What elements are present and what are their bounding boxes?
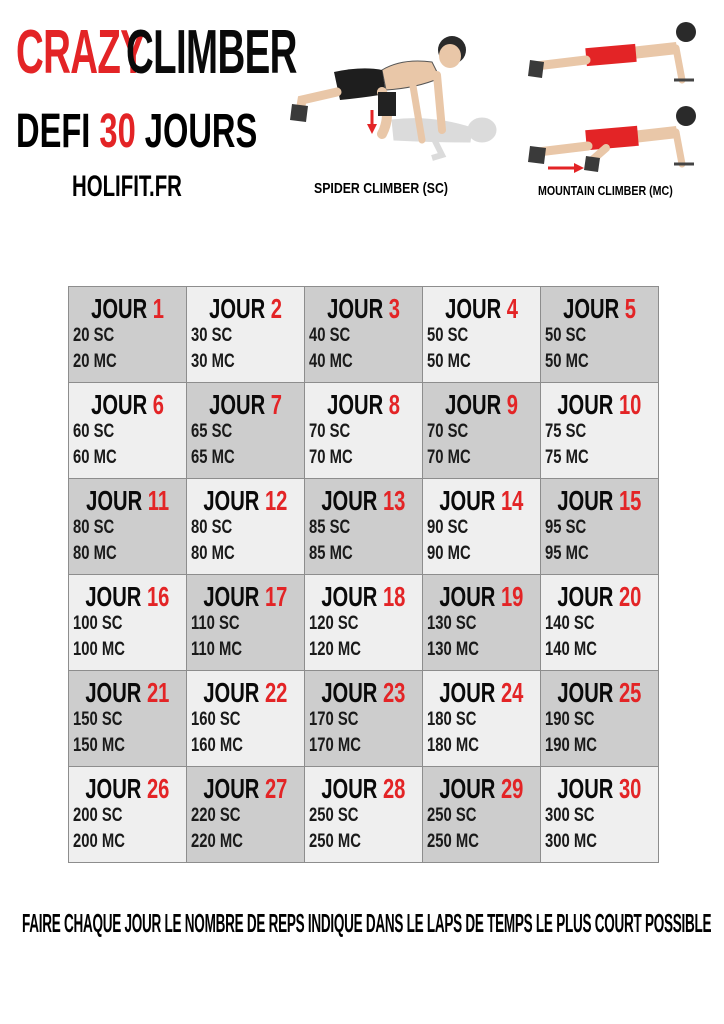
day-cell bbox=[69, 287, 187, 383]
day-cell bbox=[305, 671, 423, 767]
sc-reps: 80 SC bbox=[191, 517, 233, 538]
sc-reps: 250 SC bbox=[309, 805, 359, 826]
day-word: JOUR bbox=[557, 485, 614, 516]
day-number: 11 bbox=[147, 485, 169, 516]
day-number: 5 bbox=[624, 293, 636, 324]
day-cell bbox=[187, 383, 305, 479]
day-number: 18 bbox=[383, 581, 406, 612]
mc-reps: 50 MC bbox=[545, 351, 589, 372]
mountain-climber-caption: MOUNTAIN CLIMBER (MC) bbox=[538, 183, 673, 198]
day-word: JOUR bbox=[321, 581, 378, 612]
day-word: JOUR bbox=[86, 485, 143, 516]
day-label bbox=[69, 583, 186, 611]
mc-reps: 300 MC bbox=[545, 831, 597, 852]
day-word: JOUR bbox=[557, 677, 614, 708]
day-label bbox=[187, 583, 304, 611]
day-label bbox=[305, 391, 422, 419]
mc-reps: 20 MC bbox=[73, 351, 117, 372]
day-label bbox=[69, 391, 186, 419]
day-word: JOUR bbox=[91, 293, 148, 324]
day-cell bbox=[423, 479, 541, 575]
day-number: 7 bbox=[270, 389, 282, 420]
day-number: 29 bbox=[501, 773, 524, 804]
subtitle bbox=[16, 105, 258, 158]
mc-reps: 80 MC bbox=[191, 543, 235, 564]
day-number: 13 bbox=[383, 485, 406, 516]
day-label bbox=[541, 391, 658, 419]
day-word: JOUR bbox=[557, 773, 614, 804]
day-word: JOUR bbox=[445, 389, 502, 420]
day-word: JOUR bbox=[91, 389, 148, 420]
mc-reps: 140 MC bbox=[545, 639, 597, 660]
day-label bbox=[423, 391, 540, 419]
day-number: 25 bbox=[619, 677, 642, 708]
day-cell bbox=[423, 767, 541, 863]
mc-reps: 200 MC bbox=[73, 831, 125, 852]
day-label bbox=[187, 487, 304, 515]
mc-reps: 160 MC bbox=[191, 735, 243, 756]
day-label bbox=[305, 487, 422, 515]
day-cell bbox=[305, 479, 423, 575]
day-word: JOUR bbox=[209, 293, 266, 324]
title-climber: CLIMBER bbox=[126, 18, 297, 87]
day-cell bbox=[187, 287, 305, 383]
day-word: JOUR bbox=[439, 581, 496, 612]
day-cell bbox=[423, 287, 541, 383]
day-cell bbox=[541, 671, 659, 767]
day-label bbox=[69, 487, 186, 515]
grid-row bbox=[69, 383, 659, 479]
day-label bbox=[541, 295, 658, 323]
sc-reps: 80 SC bbox=[73, 517, 115, 538]
sc-reps: 250 SC bbox=[427, 805, 477, 826]
day-word: JOUR bbox=[327, 293, 384, 324]
day-word: JOUR bbox=[321, 773, 378, 804]
mc-reps: 70 MC bbox=[309, 447, 353, 468]
day-word: JOUR bbox=[85, 581, 142, 612]
day-word: JOUR bbox=[203, 581, 260, 612]
day-word: JOUR bbox=[557, 581, 614, 612]
day-cell bbox=[423, 383, 541, 479]
day-word: JOUR bbox=[439, 677, 496, 708]
day-label bbox=[305, 295, 422, 323]
day-number: 6 bbox=[152, 389, 164, 420]
day-label bbox=[69, 679, 186, 707]
day-label bbox=[423, 295, 540, 323]
sc-reps: 85 SC bbox=[309, 517, 351, 538]
day-label bbox=[305, 583, 422, 611]
day-label bbox=[187, 391, 304, 419]
sc-reps: 220 SC bbox=[191, 805, 241, 826]
day-cell bbox=[187, 767, 305, 863]
day-number: 21 bbox=[147, 677, 170, 708]
day-word: JOUR bbox=[557, 389, 614, 420]
day-cell bbox=[69, 479, 187, 575]
sc-reps: 120 SC bbox=[309, 613, 359, 634]
day-number: 17 bbox=[265, 581, 288, 612]
day-cell bbox=[541, 767, 659, 863]
day-number: 16 bbox=[147, 581, 170, 612]
grid-row bbox=[69, 767, 659, 863]
day-label bbox=[541, 487, 658, 515]
day-label bbox=[69, 775, 186, 803]
mc-reps: 50 MC bbox=[427, 351, 471, 372]
sc-reps: 110 SC bbox=[191, 613, 240, 634]
sc-reps: 40 SC bbox=[309, 325, 351, 346]
day-label bbox=[305, 679, 422, 707]
sc-reps: 180 SC bbox=[427, 709, 477, 730]
day-number: 2 bbox=[270, 293, 282, 324]
day-number: 3 bbox=[388, 293, 400, 324]
mc-reps: 150 MC bbox=[73, 735, 125, 756]
day-cell bbox=[187, 671, 305, 767]
mc-reps: 130 MC bbox=[427, 639, 479, 660]
day-number: 27 bbox=[265, 773, 288, 804]
day-number: 1 bbox=[152, 293, 164, 324]
sc-reps: 100 SC bbox=[73, 613, 123, 634]
grid-row bbox=[69, 479, 659, 575]
day-cell bbox=[187, 575, 305, 671]
day-number: 8 bbox=[388, 389, 400, 420]
sc-reps: 150 SC bbox=[73, 709, 123, 730]
day-label bbox=[187, 775, 304, 803]
day-number: 12 bbox=[265, 485, 288, 516]
mc-reps: 220 MC bbox=[191, 831, 243, 852]
footer-instruction: FAIRE CHAQUE JOUR LE NOMBRE DE REPS INDIQUE DANS LE LAPS DE TEMPS LE PLUS COURT POSSIBLE bbox=[22, 908, 712, 938]
sc-reps: 170 SC bbox=[309, 709, 359, 730]
grid-row bbox=[69, 671, 659, 767]
sc-reps: 70 SC bbox=[427, 421, 469, 442]
day-label bbox=[187, 295, 304, 323]
subtitle-number: 30 bbox=[99, 105, 136, 158]
sc-reps: 190 SC bbox=[545, 709, 595, 730]
day-word: JOUR bbox=[85, 677, 142, 708]
sc-reps: 140 SC bbox=[545, 613, 595, 634]
sc-reps: 75 SC bbox=[545, 421, 587, 442]
mc-reps: 70 MC bbox=[427, 447, 471, 468]
day-number: 20 bbox=[619, 581, 642, 612]
day-label bbox=[423, 679, 540, 707]
mc-reps: 80 MC bbox=[73, 543, 117, 564]
day-word: JOUR bbox=[439, 485, 496, 516]
mc-reps: 60 MC bbox=[73, 447, 117, 468]
subtitle-suffix: JOURS bbox=[144, 105, 258, 158]
day-number: 19 bbox=[501, 581, 524, 612]
sc-reps: 130 SC bbox=[427, 613, 477, 634]
grid-row bbox=[69, 575, 659, 671]
day-number: 9 bbox=[506, 389, 518, 420]
mc-reps: 90 MC bbox=[427, 543, 471, 564]
mc-reps: 190 MC bbox=[545, 735, 597, 756]
day-cell bbox=[423, 671, 541, 767]
day-cell bbox=[69, 767, 187, 863]
day-label bbox=[541, 679, 658, 707]
day-cell bbox=[305, 383, 423, 479]
grid-row bbox=[69, 287, 659, 383]
mc-reps: 75 MC bbox=[545, 447, 589, 468]
day-cell bbox=[69, 575, 187, 671]
day-cell bbox=[187, 479, 305, 575]
day-word: JOUR bbox=[321, 485, 378, 516]
day-word: JOUR bbox=[439, 773, 496, 804]
sc-reps: 50 SC bbox=[545, 325, 587, 346]
mc-reps: 65 MC bbox=[191, 447, 235, 468]
mc-reps: 30 MC bbox=[191, 351, 235, 372]
sc-reps: 60 SC bbox=[73, 421, 115, 442]
day-label bbox=[541, 583, 658, 611]
mc-reps: 120 MC bbox=[309, 639, 361, 660]
challenge-grid bbox=[68, 286, 659, 863]
mc-reps: 170 MC bbox=[309, 735, 361, 756]
day-cell bbox=[423, 575, 541, 671]
day-number: 15 bbox=[619, 485, 642, 516]
day-cell bbox=[69, 671, 187, 767]
day-word: JOUR bbox=[563, 293, 620, 324]
day-word: JOUR bbox=[85, 773, 142, 804]
mc-reps: 40 MC bbox=[309, 351, 353, 372]
subtitle-prefix: DEFI bbox=[16, 105, 91, 158]
day-cell bbox=[305, 287, 423, 383]
day-word: JOUR bbox=[203, 485, 260, 516]
sc-reps: 90 SC bbox=[427, 517, 469, 538]
day-number: 10 bbox=[619, 389, 642, 420]
mc-reps: 250 MC bbox=[427, 831, 479, 852]
day-number: 14 bbox=[501, 485, 524, 516]
mc-reps: 110 MC bbox=[191, 639, 243, 660]
sc-reps: 70 SC bbox=[309, 421, 351, 442]
day-word: JOUR bbox=[203, 773, 260, 804]
day-label bbox=[423, 583, 540, 611]
day-label bbox=[69, 295, 186, 323]
sc-reps: 200 SC bbox=[73, 805, 123, 826]
day-label bbox=[187, 679, 304, 707]
day-label bbox=[305, 775, 422, 803]
day-cell bbox=[541, 479, 659, 575]
day-cell bbox=[305, 767, 423, 863]
mc-reps: 100 MC bbox=[73, 639, 125, 660]
day-cell bbox=[305, 575, 423, 671]
sc-reps: 95 SC bbox=[545, 517, 587, 538]
day-number: 23 bbox=[383, 677, 406, 708]
day-word: JOUR bbox=[327, 389, 384, 420]
sc-reps: 20 SC bbox=[73, 325, 115, 346]
spider-climber-illustration bbox=[282, 30, 512, 170]
day-number: 30 bbox=[619, 773, 642, 804]
day-word: JOUR bbox=[445, 293, 502, 324]
day-number: 24 bbox=[501, 677, 524, 708]
day-word: JOUR bbox=[209, 389, 266, 420]
day-number: 26 bbox=[147, 773, 170, 804]
day-cell bbox=[541, 575, 659, 671]
mc-reps: 95 MC bbox=[545, 543, 589, 564]
day-label bbox=[423, 775, 540, 803]
day-number: 22 bbox=[265, 677, 288, 708]
day-word: JOUR bbox=[321, 677, 378, 708]
mc-reps: 180 MC bbox=[427, 735, 479, 756]
day-word: JOUR bbox=[203, 677, 260, 708]
day-cell bbox=[541, 287, 659, 383]
sc-reps: 300 SC bbox=[545, 805, 595, 826]
day-label bbox=[541, 775, 658, 803]
day-cell bbox=[69, 383, 187, 479]
mc-reps: 85 MC bbox=[309, 543, 353, 564]
site-name: HOLIFIT.FR bbox=[72, 170, 182, 203]
mountain-climber-illustration bbox=[526, 12, 720, 178]
sc-reps: 160 SC bbox=[191, 709, 241, 730]
day-cell bbox=[541, 383, 659, 479]
spider-climber-caption: SPIDER CLIMBER (SC) bbox=[314, 180, 448, 197]
mc-reps: 250 MC bbox=[309, 831, 361, 852]
sc-reps: 30 SC bbox=[191, 325, 233, 346]
day-label bbox=[423, 487, 540, 515]
day-number: 28 bbox=[383, 773, 406, 804]
day-number: 4 bbox=[506, 293, 518, 324]
sc-reps: 50 SC bbox=[427, 325, 469, 346]
sc-reps: 65 SC bbox=[191, 421, 233, 442]
title-crazy: CRAZY bbox=[16, 18, 146, 87]
